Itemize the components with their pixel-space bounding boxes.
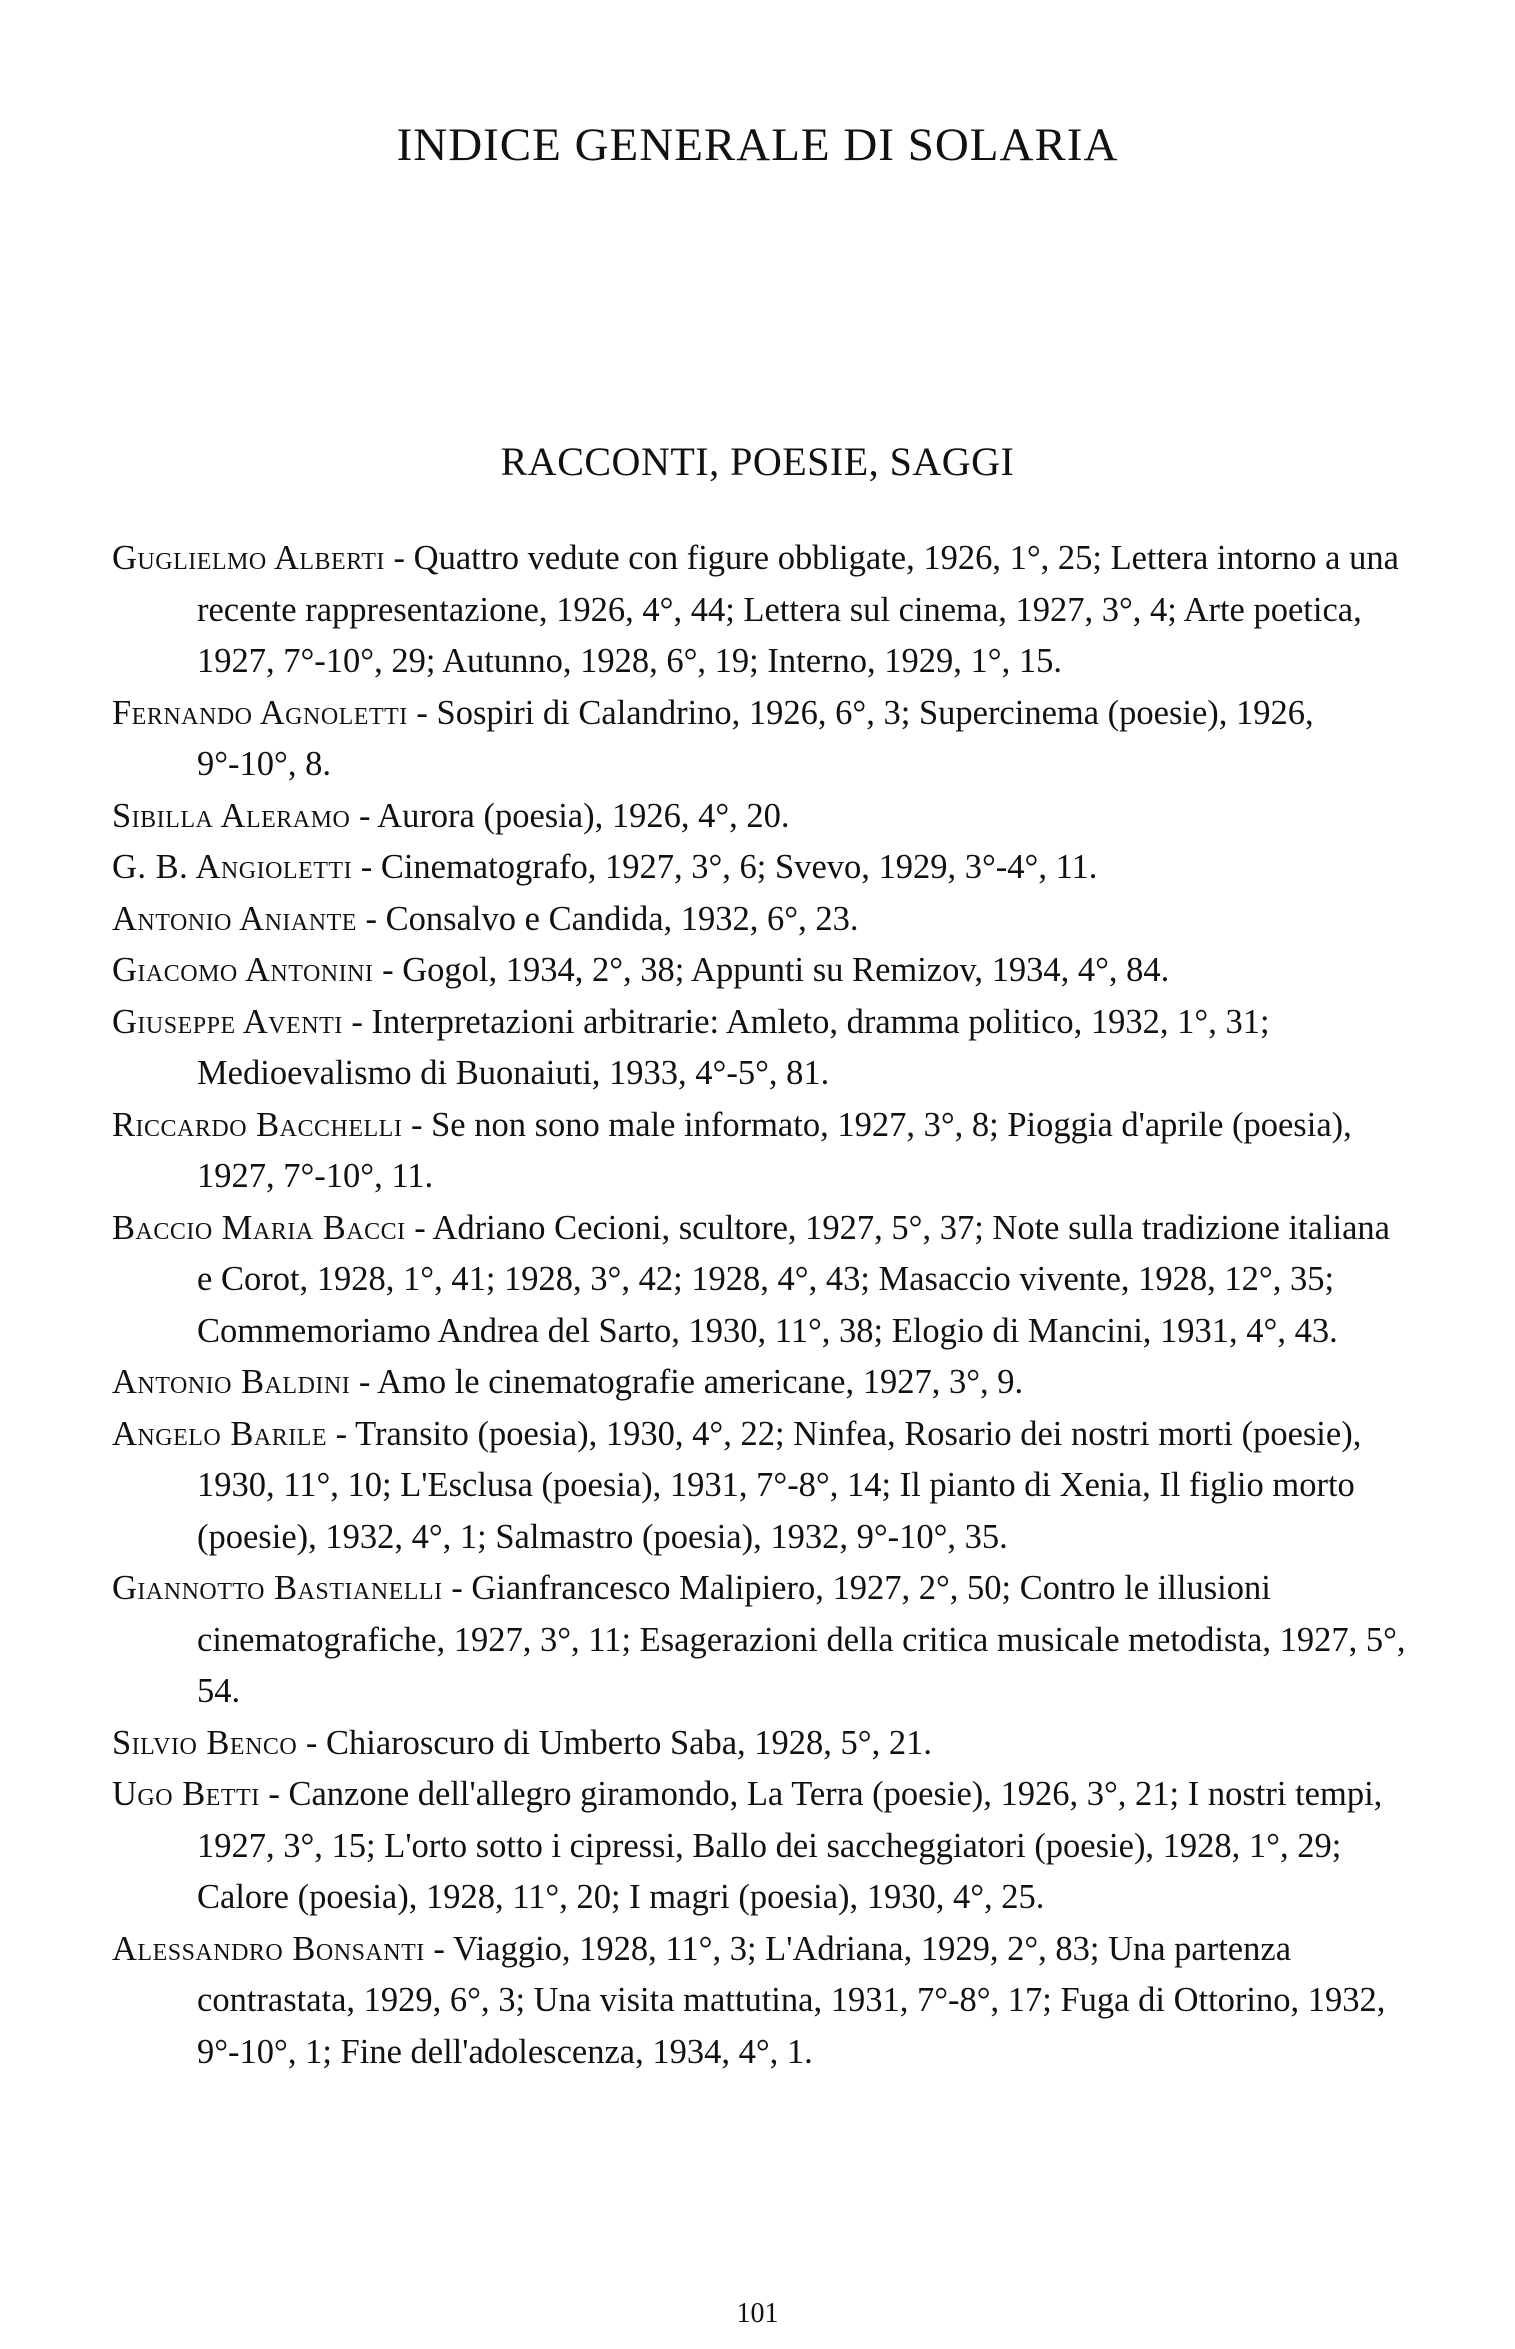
entry-author: Riccardo Bacchelli <box>112 1105 403 1144</box>
index-entry: Sibilla Aleramo - Aurora (poesia), 1926, 4°, 20. <box>112 796 790 835</box>
entry-works: Transito (poesia), 1930, 4°, 22; Ninfea, Rosario dei nostri morti (poesie), 1930, 11°, 10; L'Esclusa (poesia), 1931, 7°-8°, 14; Il pianto di Xenia, Il figlio morto (poesie), 1932, 4°, 1; Salmastro (poesia), 1932, 9°-10°, 35. <box>197 1414 1362 1556</box>
index-entry: Angelo Barile - Transito (poesia), 1930, 4°, 22; Ninfea, Rosario dei nostri morti (poesie), 1930, 11°, 10; L'Esclusa (poesia), 1931, 7°-8°, 14; Il pianto di Xenia, Il figlio morto (poesie), 1932, 4°, 1; Salmastro (poesia), 1932, 9°-10°, 35. <box>112 1414 1362 1556</box>
entry-author: Alessandro Bonsanti <box>112 1929 425 1968</box>
entry-works: Quattro vedute con figure obbligate, 1926, 1°, 25; Lettera intorno a una recente rappresentazione, 1926, 4°, 44; Lettera sul cinema, 1927, 3°, 4; Arte poetica, 1927, 7°-10°, 29; Autunno, 1928, 6°, 19; Interno, 1929, 1°, 15. <box>197 539 1399 680</box>
entry-works: Adriano Cecioni, scultore, 1927, 5°, 37; Note sulla tradizione italiana e Corot, 1928, 1°, 41; 1928, 3°, 42; 1928, 4°, 43; Masaccio vivente, 1928, 12°, 35; Commemoriamo Andrea del Sarto, 1930, 11°, 38; Elogio di Mancini, 1931, 4°, 43. <box>197 1208 1390 1350</box>
entry-author: Giannotto Bastianelli <box>112 1569 443 1607</box>
index-entry: Riccardo Bacchelli - Se non sono male informato, 1927, 3°, 8; Pioggia d'aprile (poesia), 1927, 7°-10°, 11. <box>112 1105 1352 1195</box>
entry-works: Chiaroscuro di Umberto Saba, 1928, 5°, 21. <box>326 1723 932 1762</box>
entry-author: Antonio Aniante <box>112 899 357 938</box>
entry-works: Aurora (poesia), 1926, 4°, 20. <box>377 796 790 835</box>
entry-works: Consalvo e Candida, 1932, 6°, 23. <box>385 899 859 938</box>
entry-author: Sibilla Aleramo <box>112 796 351 835</box>
page-title: INDICE GENERALE DI SOLARIA <box>396 119 1119 171</box>
index-entry: Alessandro Bonsanti - Viaggio, 1928, 11°, 3; L'Adriana, 1929, 2°, 83; Una partenza contrastata, 1929, 6°, 3; Una visita mattutina, 1931, 7°-8°, 17; Fuga di Ottorino, 1932, 9°-10°, 1; Fine dell'adolescenza, 1934, 4°, 1. <box>112 1929 1386 2071</box>
page-number: 101 <box>736 2298 779 2329</box>
index-entry: Giannotto Bastianelli - Gianfrancesco Malipiero, 1927, 2°, 50; Contro le illusioni cinematografiche, 1927, 3°, 11; Esagerazioni della critica musicale metodista, 1927, 5°, 54. <box>112 1569 1406 1710</box>
index-entry: Antonio Baldini - Amo le cinematografie americane, 1927, 3°, 9. <box>112 1363 1024 1401</box>
index-entry: Antonio Aniante - Consalvo e Candida, 1932, 6°, 23. <box>112 899 859 938</box>
entry-author: Angelo Barile <box>112 1414 328 1453</box>
index-entries <box>112 533 1407 2078</box>
index-entry: Guglielmo Alberti - Quattro vedute con figure obbligate, 1926, 1°, 25; Lettera intorno a una recente rappresentazione, 1926, 4°, 44; Lettera sul cinema, 1927, 3°, 4; Arte poetica, 1927, 7°-10°, 29; Autunno, 1928, 6°, 19; Interno, 1929, 1°, 15. <box>112 539 1399 680</box>
entry-works: Gianfrancesco Malipiero, 1927, 2°, 50; Contro le illusioni cinematografiche, 1927, 3°, 11; Esagerazioni della critica musicale metodista, 1927, 5°, 54. <box>197 1569 1406 1710</box>
entry-author: Guglielmo Alberti <box>112 539 385 577</box>
entry-works: Canzone dell'allegro giramondo, La Terra (poesie), 1926, 3°, 21; I nostri tempi, 1927, 3°, 15; L'orto sotto i cipressi, Ballo dei saccheggiatori (poesie), 1928, 1°, 29; Calore (poesia), 1928, 11°, 20; I magri (poesia), 1930, 4°, 25. <box>197 1775 1383 1916</box>
index-entry: Giuseppe Aventi - Interpretazioni arbitrarie: Amleto, dramma politico, 1932, 1°, 31; Medioevalismo di Buonaiuti, 1933, 4°-5°, 81. <box>112 1002 1270 1092</box>
section-title: RACCONTI, POESIE, SAGGI <box>500 439 1015 484</box>
index-entry: Giacomo Antonini - Gogol, 1934, 2°, 38; Appunti su Remizov, 1934, 4°, 84. <box>112 951 1170 989</box>
entry-works: Gogol, 1934, 2°, 38; Appunti su Remizov, 1934, 4°, 84. <box>402 951 1170 989</box>
index-entry: Ugo Betti - Canzone dell'allegro giramondo, La Terra (poesie), 1926, 3°, 21; I nostri tempi, 1927, 3°, 15; L'orto sotto i cipressi, Ballo dei saccheggiatori (poesie), 1928, 1°, 29; Calore (poesia), 1928, 11°, 20; I magri (poesia), 1930, 4°, 25. <box>112 1775 1383 1916</box>
entry-author: Antonio Baldini <box>112 1363 351 1401</box>
index-entry: G. B. Angioletti - Cinematografo, 1927, 3°, 6; Svevo, 1929, 3°-4°, 11. <box>112 848 1098 886</box>
entry-author: Giuseppe Aventi <box>112 1002 343 1041</box>
entry-works: Viaggio, 1928, 11°, 3; L'Adriana, 1929, 2°, 83; Una partenza contrastata, 1929, 6°, 3; Una visita mattutina, 1931, 7°-8°, 17; Fuga di Ottorino, 1932, 9°-10°, 1; Fine dell'adolescenza, 1934, 4°, 1. <box>197 1929 1386 2071</box>
entry-author: G. B. Angioletti <box>112 848 353 886</box>
index-entry: Silvio Benco - Chiaroscuro di Umberto Saba, 1928, 5°, 21. <box>112 1723 932 1762</box>
entry-works: Cinematografo, 1927, 3°, 6; Svevo, 1929, 3°-4°, 11. <box>380 848 1098 886</box>
index-entry: Baccio Maria Bacci - Adriano Cecioni, scultore, 1927, 5°, 37; Note sulla tradizione italiana e Corot, 1928, 1°, 41; 1928, 3°, 42; 1928, 4°, 43; Masaccio vivente, 1928, 12°, 35; Commemoriamo Andrea del Sarto, 1930, 11°, 38; Elogio di Mancini, 1931, 4°, 43. <box>112 1208 1390 1350</box>
entry-works: Interpretazioni arbitrarie: Amleto, dramma politico, 1932, 1°, 31; Medioevalismo di Buonaiuti, 1933, 4°-5°, 81. <box>197 1002 1270 1092</box>
entry-author: Baccio Maria Bacci <box>112 1208 406 1247</box>
entry-works: Sospiri di Calandrino, 1926, 6°, 3; Supercinema (poesie), 1926, 9°-10°, 8. <box>197 693 1314 783</box>
entry-author: Giacomo Antonini <box>112 951 374 989</box>
entry-works: Se non sono male informato, 1927, 3°, 8; Pioggia d'aprile (poesia), 1927, 7°-10°, 11. <box>197 1105 1352 1195</box>
entry-works: Amo le cinematografie americane, 1927, 3°, 9. <box>377 1363 1024 1401</box>
entry-author: Fernando Agnoletti <box>112 693 408 732</box>
entry-author: Ugo Betti <box>112 1775 260 1813</box>
entry-author: Silvio Benco <box>112 1723 298 1762</box>
index-entry: Fernando Agnoletti - Sospiri di Calandrino, 1926, 6°, 3; Supercinema (poesie), 1926, 9°-10°, 8. <box>112 693 1314 783</box>
